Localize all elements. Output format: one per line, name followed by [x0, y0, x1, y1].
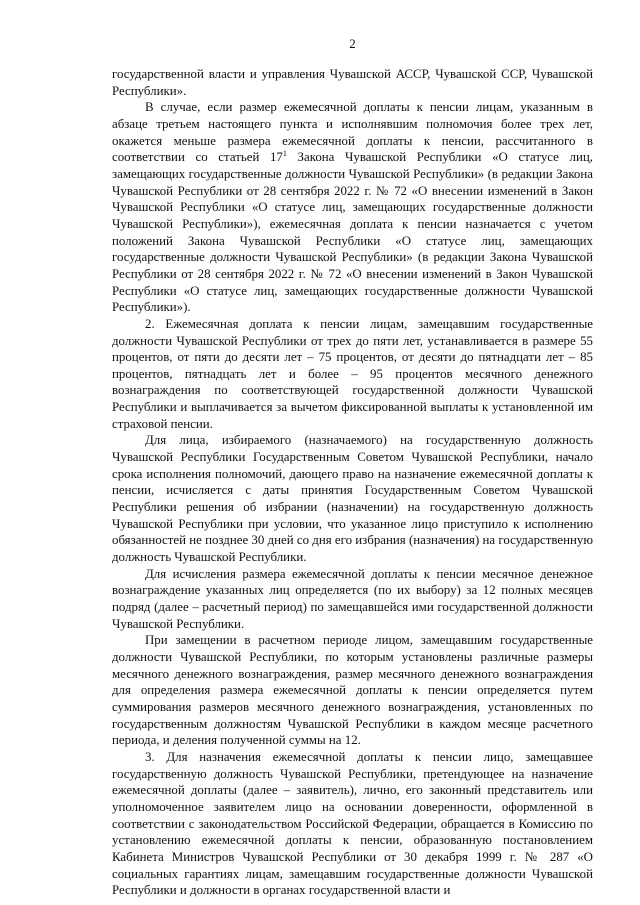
paragraph-continuation: государственной власти и управления Чувашской АССР, Чувашской ССР, Чувашской Республики».: [112, 67, 593, 98]
paragraph-calculation-period: Для исчисления размера ежемесячной доплаты к пенсии месячное денежное вознаграждение указанных лиц определяется (по их выбору) за 12 полных месяцев подряд (далее – расчетный период) по замещавшейся ими государственной должности Чувашской Республики.: [112, 566, 593, 631]
paragraph-item-2: 2. Ежемесячная доплата к пенсии лицам, замещавшим государственные должности Чувашской Республики от трех до пяти лет, устанавливается в размере 55 процентов, от пяти до десяти лет – 75 процентов, от десяти до пятнадцати лет – 85 процентов, пятнадцать лет и более – 95 процентов месячного денежного вознаграждения по соответствующей государственной должности Чувашской Республики и выплачивается за вычетом фиксированной выплаты к установленной им страховой пенсии.: [112, 316, 593, 431]
article-superscript: 1: [282, 149, 287, 159]
paragraph-elected-persons: Для лица, избираемого (назначаемого) на государственную должность Чувашской Республики Государственным Советом Чувашской Республики, начало срока исполнения полномочий, дающего право на назначение ежемесячной доплаты к пенсии, исчисляется с даты принятия Государственным Советом Чувашской Республики решения об избрании (назначении) на государственную должность Чувашской Республики при условии, что указанное лицо приступило к исполнению обязанностей не позднее 30 дней со дня его избрания (назначения) на государственную должность Чувашской Республики.: [112, 433, 593, 565]
paragraph-item-3: 3. Для назначения ежемесячной доплаты к пенсии лицо, замещавшее государственную должность Чувашской Республики, претендующее на назначение ежемесячной доплаты (далее – заявитель), лично, его законный представитель или уполномоченное заявителем лицо на основании доверенности, оформленной в соответствии с законодательством Российской Федерации, обращается в Комиссию по установлению ежемесячной доплаты к пенсии, образованную постановлением Кабинета Министров Чувашской Республики от 30 декабря 1999 г. № 287 «О социальных гарантиях лицам, замещавшим государственные должности Чувашской Республики и должности в органах государственной власти и: [112, 749, 593, 898]
paragraph-text-after-superscript: Закона Чувашской Республики «О статусе лиц, замещающих государственные должности Чувашской Республики» (в редакции Закона Чувашской Республики от 28 сентября 2022 г. № 72 «О внесении изменений в Закон Чувашской Республики «О статусе лиц, замещающих государственные должности Чувашской Республики»), ежемесячная доплата к пенсии назначается с учетом положений Закона Чувашской Республики «О статусе лиц, замещающих государственные должности Чувашской Республики» (в редакции Закона Чувашской Республики от 28 сентября 2022 г. № 72 «О внесении изменений в Закон Чувашской Республики «О статусе лиц, замещающих государственные должности Чувашской Республики»).: [112, 150, 593, 315]
paragraph-text-before-superscript: В случае, если размер ежемесячной доплаты к пенсии лицам, указанным в абзаце третьем настоящего пункта и исполнявшим полномочия более трех лет, окажется меньше размера ежемесячной доплаты к пенсии, рассчитанного в соответствии со статьей 17: [112, 100, 593, 165]
page-number: 2: [349, 37, 356, 51]
paragraph-art17-reference: [112, 99, 593, 316]
paragraph-different-sizes: При замещении в расчетном периоде лицом, замещавшим государственные должности Чувашской Республики, по которым установлены различные размеры месячного денежного вознаграждения, размер месячного денежного вознаграждения для определения размера ежемесячной доплаты к пенсии определяется путем суммирования размеров месячного денежного вознаграждения, установленных по государственным должностям Чувашской Республики в каждом месяце расчетного периода, и деления полученной суммы на 12.: [112, 633, 593, 748]
